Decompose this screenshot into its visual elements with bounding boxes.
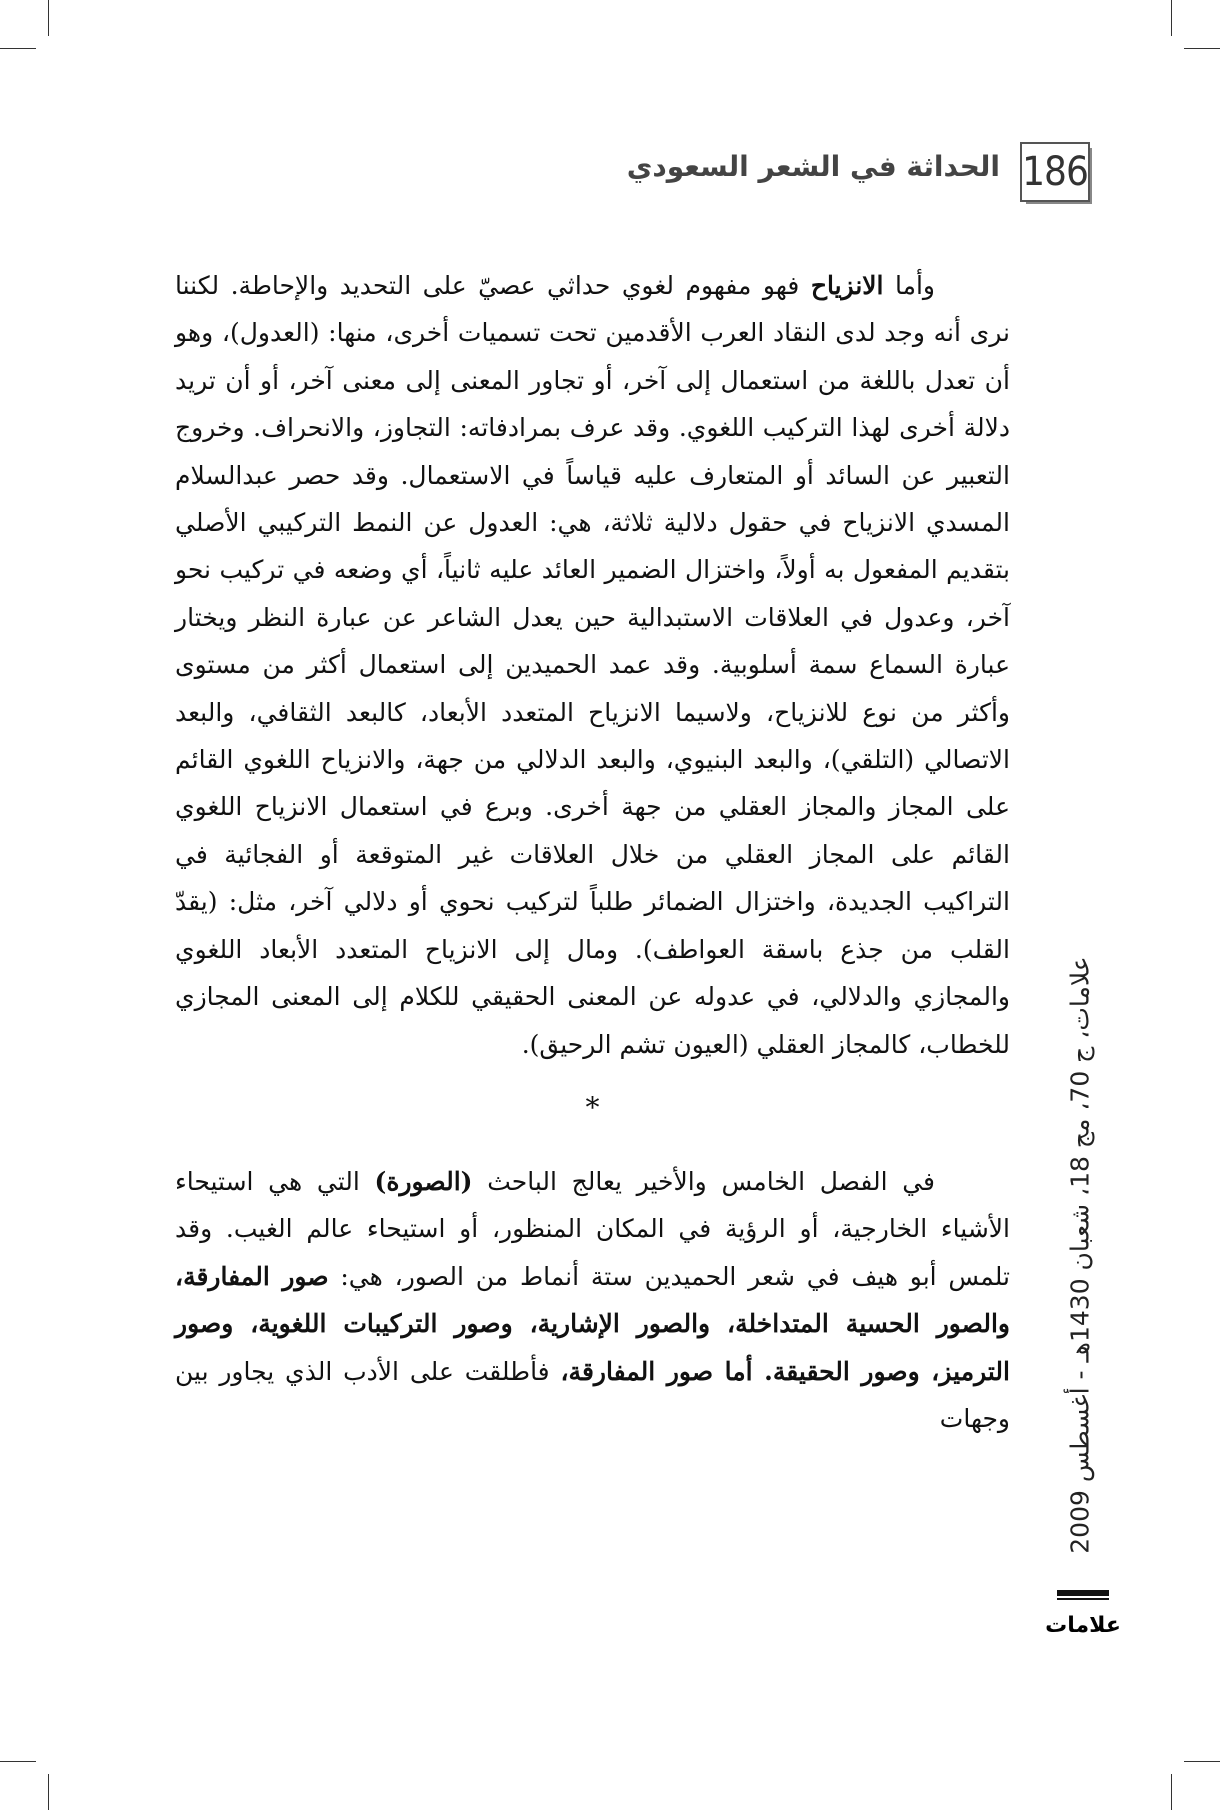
running-head (620, 140, 1100, 204)
running-title: الحداثة في الشعر السعودي (626, 150, 1000, 183)
text-run: فأطلقت على الأدب الذي يجاور بين وجهات (175, 1356, 1010, 1433)
crop-mark (48, 0, 49, 36)
journal-issue-info (1060, 930, 1100, 1580)
crop-mark (0, 48, 36, 49)
text-run: وأما (883, 271, 935, 300)
crop-mark (1184, 48, 1220, 49)
section-separator: * (585, 1090, 600, 1124)
article-body (175, 262, 1010, 1442)
bold-text-run: صور المفارقة، والصور الحسية المتداخلة، والصور الإشارية، وصور التركيبات اللغوية، وصور الترميز، وصور الحقيقة. أما صور المفارقة، (175, 1261, 1010, 1386)
journal-issue-text: علامات، ج 70، مج 18، شعبان 1430هـ - أغسطس 2009 (1065, 956, 1095, 1554)
bold-text-run: (الصورة) (374, 1166, 473, 1196)
crop-mark (1171, 1774, 1172, 1810)
text-run: في الفصل الخامس والأخير يعالج الباحث (472, 1166, 936, 1196)
paragraph (175, 1158, 1010, 1442)
crop-mark (0, 1761, 36, 1762)
crop-mark (1184, 1761, 1220, 1762)
paragraph (175, 262, 1010, 1068)
crop-mark (1171, 0, 1172, 36)
page-number: 186 (1020, 142, 1090, 202)
logo-text: علامات (1045, 1613, 1121, 1638)
crop-mark (48, 1774, 49, 1810)
journal-logo (1045, 1588, 1121, 1642)
text-run: فهو مفهوم لغوي حداثي عصيّ على التحديد والإحاطة. لكننا نرى أنه وجد لدى النقاد العرب الأقدمين تحت تسميات أخرى، منها: (العدول)، وهو أن تعدل باللغة من استعمال إلى آخر، أو تجاور المعنى إلى معنى آخر، أو أن تريد دلالة أخرى لهذا التركيب اللغوي. وقد عرف بمرادفاته: التجاوز، والانحراف. وخروج التعبير عن السائد أو المتعارف عليه قياساً في الاستعمال. وقد حصر عبدالسلام المسدي الانزياح في حقول دلالية ثلاثة، هي: العدول عن النمط التركيبي الأصلي بتقديم المفعول به أولاً، واختزال الضمير العائد عليه ثانياً، أي وضعه في تركيب نحو آخر، وعدول في العلاقات الاستبدالية حين يعدل الشاعر عن عبارة النظر ويختار عبارة السماع سمة أسلوبية. وقد عمد الحميدين إلى استعمال أكثر من مستوى وأكثر من نوع للانزياح، ولاسيما الانزياح المتعدد الأبعاد، كالبعد الثقافي، والبعد الاتصالي (التلقي)، والبعد البنيوي، والبعد الدلالي من جهة، والانزياح اللغوي القائم على المجاز والمجاز العقلي من جهة أخرى. وبرع في استعمال الانزياح اللغوي القائم على المجاز العقلي من خلال العلاقات غير المتوقعة أو الفجائية في التراكيب الجديدة، واختزال الضمائر طلباً لتركيب نحوي أو دلالي آخر، مثل: (يقدّ القلب من جذع باسقة العواطف). ومال إلى الانزياح المتعدد الأبعاد اللغوي والمجازي والدلالي، في عدوله عن المعنى الحقيقي للكلام إلى المعنى المجازي للخطاب، كالمجاز العقلي (العيون تشم الرحيق). (175, 271, 1010, 1059)
bold-text-run: الانزياح (810, 271, 884, 300)
text-run: التي هي استيحاء الأشياء الخارجية، أو الرؤية في المكان المنظور، أو استيحاء عالم الغيب. وقد تلمس أبو هيف في شعر الحميدين ستة أنماط من الصور، هي: (175, 1166, 1010, 1291)
